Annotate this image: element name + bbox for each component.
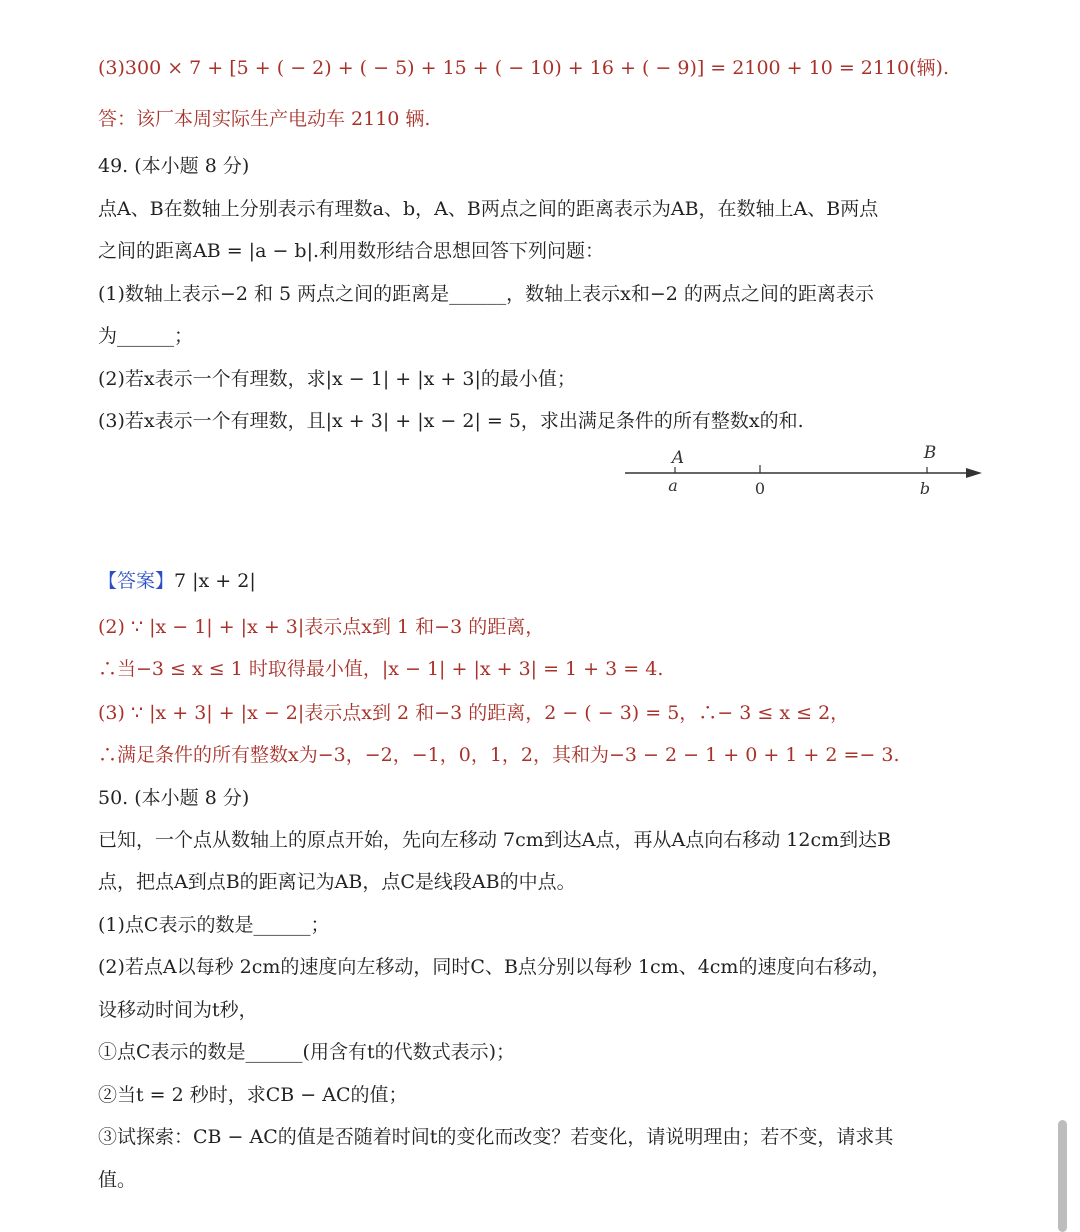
answer-label: 【答案】 bbox=[98, 570, 175, 592]
solution-part3-line2: ∴满足条件的所有整数x为−3，−2，−1，0，1，2，其和为−3 − 2 − 1 + 0 + 1 + 2 =− 3. bbox=[98, 744, 900, 766]
question-49-part1-line2: 为______； bbox=[98, 325, 194, 347]
question-50-stem-line1: 已知，一个点从数轴上的原点开始，先向左移动 7cm到达A点，再从A点向右移动 12cm到达B bbox=[98, 829, 892, 851]
value-a-label: a bbox=[668, 476, 678, 495]
zero-label: 0 bbox=[754, 479, 766, 498]
solution-part2-line2: ∴当−3 ≤ x ≤ 1 时取得最小值，|x − 1| + |x + 3| = 1 + 3 = 4. bbox=[98, 658, 664, 680]
solution-part3-calculation: (3)300 × 7 + [5 + ( − 2) + ( − 5) + 15 + ( − 10) + 16 + ( − 9)] = 2100 + 10 = 2110(辆). bbox=[98, 57, 950, 79]
question-50-part2-line2: 设移动时间为t秒， bbox=[98, 999, 258, 1021]
question-50-stem-line2: 点，把点A到点B的距离记为AB，点C是线段AB的中点。 bbox=[98, 871, 576, 893]
point-B-label: B bbox=[923, 443, 937, 463]
question-49-stem-line2: 之间的距离AB = |a − b|.利用数形结合思想回答下列问题： bbox=[98, 240, 605, 262]
vertical-scrollbar-thumb[interactable] bbox=[1058, 1120, 1067, 1232]
question-50-part2-line1: (2)若点A以每秒 2cm的速度向左移动，同时C、B点分别以每秒 1cm、4cm的速度向右移动， bbox=[98, 956, 891, 978]
point-A-label: A bbox=[671, 448, 685, 468]
number-line-arrow bbox=[966, 468, 982, 478]
question-49-stem-line1: 点A、B在数轴上分别表示有理数a、b，A、B两点之间的距离表示为AB，在数轴上A、B两点 bbox=[98, 198, 879, 220]
answer-line bbox=[98, 567, 980, 595]
question-49-part3: (3)若x表示一个有理数，且|x + 3| + |x − 2| = 5，求出满足条件的所有整数x的和. bbox=[98, 410, 804, 432]
question-50-sub3-line1: ③试探索：CB − AC的值是否随着时间t的变化而改变？若变化，请说明理由；若不变，请求其 bbox=[98, 1126, 894, 1148]
question-49-part1-line1: (1)数轴上表示−2 和 5 两点之间的距离是______，数轴上表示x和−2 的两点之间的距离表示 bbox=[98, 283, 874, 305]
solution-part3-line1: (3) ∵ |x + 3| + |x − 2|表示点x到 2 和−3 的距离，2 − ( − 3) = 5，∴− 3 ≤ x ≤ 2， bbox=[98, 702, 850, 724]
solution-answer-statement: 答：该厂本周实际生产电动车 2110 辆. bbox=[98, 108, 431, 130]
question-50-sub3-line2: 值。 bbox=[98, 1169, 137, 1191]
question-50-part1: (1)点C表示的数是______； bbox=[98, 914, 330, 936]
value-b-label: b bbox=[919, 479, 931, 498]
question-50-sub1: ①点C表示的数是______(用含有t的代数式表示)； bbox=[98, 1041, 515, 1063]
question-49-heading: 49. (本小题 8 分) bbox=[98, 155, 250, 177]
answer-value: 7 |x + 2| bbox=[174, 570, 256, 592]
question-50-sub2: ②当t = 2 秒时，求CB − AC的值； bbox=[98, 1084, 408, 1106]
question-49-part2: (2)若x表示一个有理数，求|x − 1| + |x + 3|的最小值； bbox=[98, 368, 576, 390]
number-line-diagram bbox=[620, 440, 990, 500]
solution-part2-line1: (2) ∵ |x − 1| + |x + 3|表示点x到 1 和−3 的距离， bbox=[98, 616, 545, 638]
question-50-heading: 50. (本小题 8 分) bbox=[98, 787, 250, 809]
